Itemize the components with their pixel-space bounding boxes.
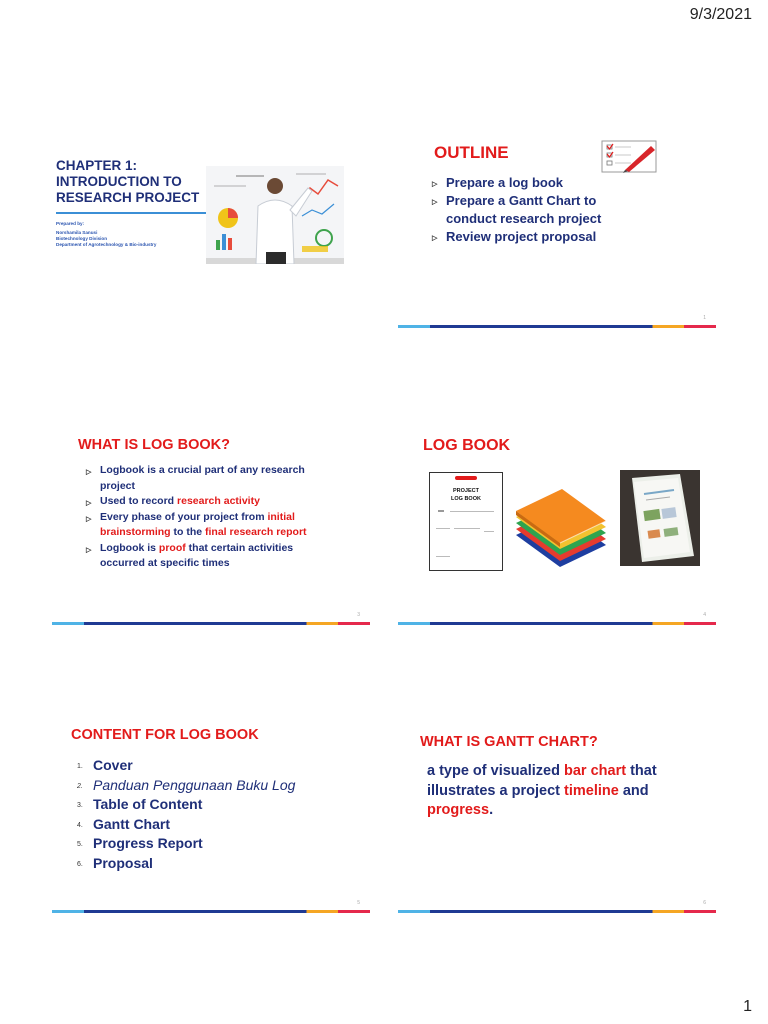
slide-number: 3 — [357, 612, 360, 618]
outline-list — [432, 174, 632, 246]
chapter-title — [56, 158, 199, 206]
definition-text: a type of visualized — [427, 763, 564, 779]
slide-2-outline — [398, 118, 716, 328]
log-book-bullets — [86, 463, 336, 572]
title-divider — [56, 212, 206, 214]
slide-number: 5 — [357, 900, 360, 906]
item-text: Proposal — [93, 854, 153, 871]
author-name: Norshamila Sanusi — [56, 230, 98, 235]
item-number: 5. — [77, 841, 83, 848]
item-text: Cover — [93, 757, 133, 773]
slide-number: 4 — [703, 612, 706, 618]
highlight-text: initial brainstorming — [100, 510, 295, 538]
log-book-cover-image — [429, 472, 503, 571]
gantt-title: WHAT IS GANTT CHART? — [420, 734, 598, 750]
slide-number: 6 — [703, 900, 706, 906]
slide-footer-bar — [398, 622, 716, 625]
highlight-text: research activity — [177, 495, 260, 507]
cover-line — [436, 556, 450, 557]
slide-5-content-for-log-book — [52, 703, 370, 913]
content-list — [71, 756, 331, 873]
log-book-bullet-3 — [86, 510, 336, 541]
item-number: 6. — [77, 860, 83, 868]
slide-footer-bar — [398, 325, 716, 328]
presenter-photo — [206, 166, 344, 264]
slide-footer-bar — [52, 622, 370, 625]
author-block — [56, 221, 156, 248]
item-number: 2. — [77, 782, 83, 790]
content-item-6 — [71, 854, 331, 874]
definition-text: and — [618, 782, 649, 799]
item-number: 4. — [77, 821, 83, 829]
slide-4-log-book — [398, 415, 716, 625]
page-number: 1 — [743, 998, 752, 1015]
bullet-text: Used to record — [100, 495, 178, 507]
highlight-text: final research report — [205, 526, 307, 538]
author-division: Biotechnology Division — [56, 236, 108, 241]
gantt-definition — [427, 762, 707, 821]
content-item-4 — [71, 815, 331, 835]
bullet-text: to the — [170, 526, 206, 538]
content-item-1 — [71, 756, 331, 776]
bullet-text: that certain activities occurred at specific times — [100, 541, 294, 569]
prepared-by-label: Prepared by: — [56, 221, 85, 226]
bullet-text: Every phase of your project from — [100, 510, 268, 523]
highlight-text: proof — [158, 541, 186, 554]
log-book-bullet-2 — [86, 494, 336, 510]
slide-footer-bar — [398, 910, 716, 913]
item-number: 1. — [77, 763, 83, 770]
item-text: Table of Content — [93, 796, 203, 812]
content-item-5 — [71, 834, 331, 854]
log-book-question-title: WHAT IS LOG BOOK? — [78, 437, 230, 453]
bullet-text: Logbook is — [100, 541, 159, 554]
item-text: Panduan Penggunaan Buku Log — [93, 776, 296, 793]
cover-line — [454, 528, 480, 543]
cover-title-line-1: PROJECT — [453, 488, 479, 494]
highlight-text: progress — [427, 802, 490, 818]
cover-line — [484, 531, 494, 532]
content-title: CONTENT FOR LOG BOOK — [71, 727, 259, 743]
logbook-photo — [620, 470, 700, 566]
author-department: Department of Agrotechnology & Bio-industry — [56, 242, 157, 247]
slide-6-what-is-gantt-chart — [398, 703, 716, 913]
slide-3-what-is-log-book — [52, 415, 370, 625]
slide-1-title — [52, 118, 370, 328]
log-book-title: LOG BOOK — [423, 437, 511, 454]
cover-title-line-2: LOG BOOK — [451, 496, 481, 502]
cover-title — [430, 487, 502, 503]
notebooks-photo — [512, 475, 608, 567]
outline-item-1: ▷ Prepare a log book — [432, 174, 632, 192]
highlight-text: bar chart — [564, 763, 627, 779]
chapter-title-line-2: INTRODUCTION TO — [56, 174, 182, 189]
log-book-bullet-1: ▷ Logbook is a crucial part of any research project — [86, 463, 336, 494]
definition-text: that illustrates a project — [427, 763, 657, 799]
item-number: 3. — [77, 802, 83, 809]
cover-logo — [455, 476, 477, 480]
chapter-title-line-1: CHAPTER 1: — [56, 158, 138, 173]
log-book-bullet-4 — [86, 541, 336, 572]
cover-line — [450, 511, 494, 512]
print-date: 9/3/2021 — [689, 6, 752, 23]
definition-text: . — [489, 802, 494, 818]
chapter-title-line-3: RESEARCH PROJECT — [56, 190, 200, 205]
slide-footer-bar — [52, 910, 370, 913]
highlight-text: timeline — [564, 782, 619, 799]
cover-line — [436, 528, 450, 547]
outline-item-3: ▷ Review project proposal — [432, 228, 632, 246]
outline-item-2: ▷ Prepare a Gantt Chart to conduct research project — [432, 192, 632, 228]
content-item-2 — [71, 776, 331, 796]
item-text: Gantt Chart — [93, 815, 170, 832]
cover-line — [438, 510, 444, 512]
outline-title: OUTLINE — [434, 143, 509, 162]
content-item-3 — [71, 795, 331, 815]
item-text: Progress Report — [93, 835, 203, 851]
slide-number: 1 — [703, 315, 706, 321]
checklist-icon — [601, 140, 657, 173]
